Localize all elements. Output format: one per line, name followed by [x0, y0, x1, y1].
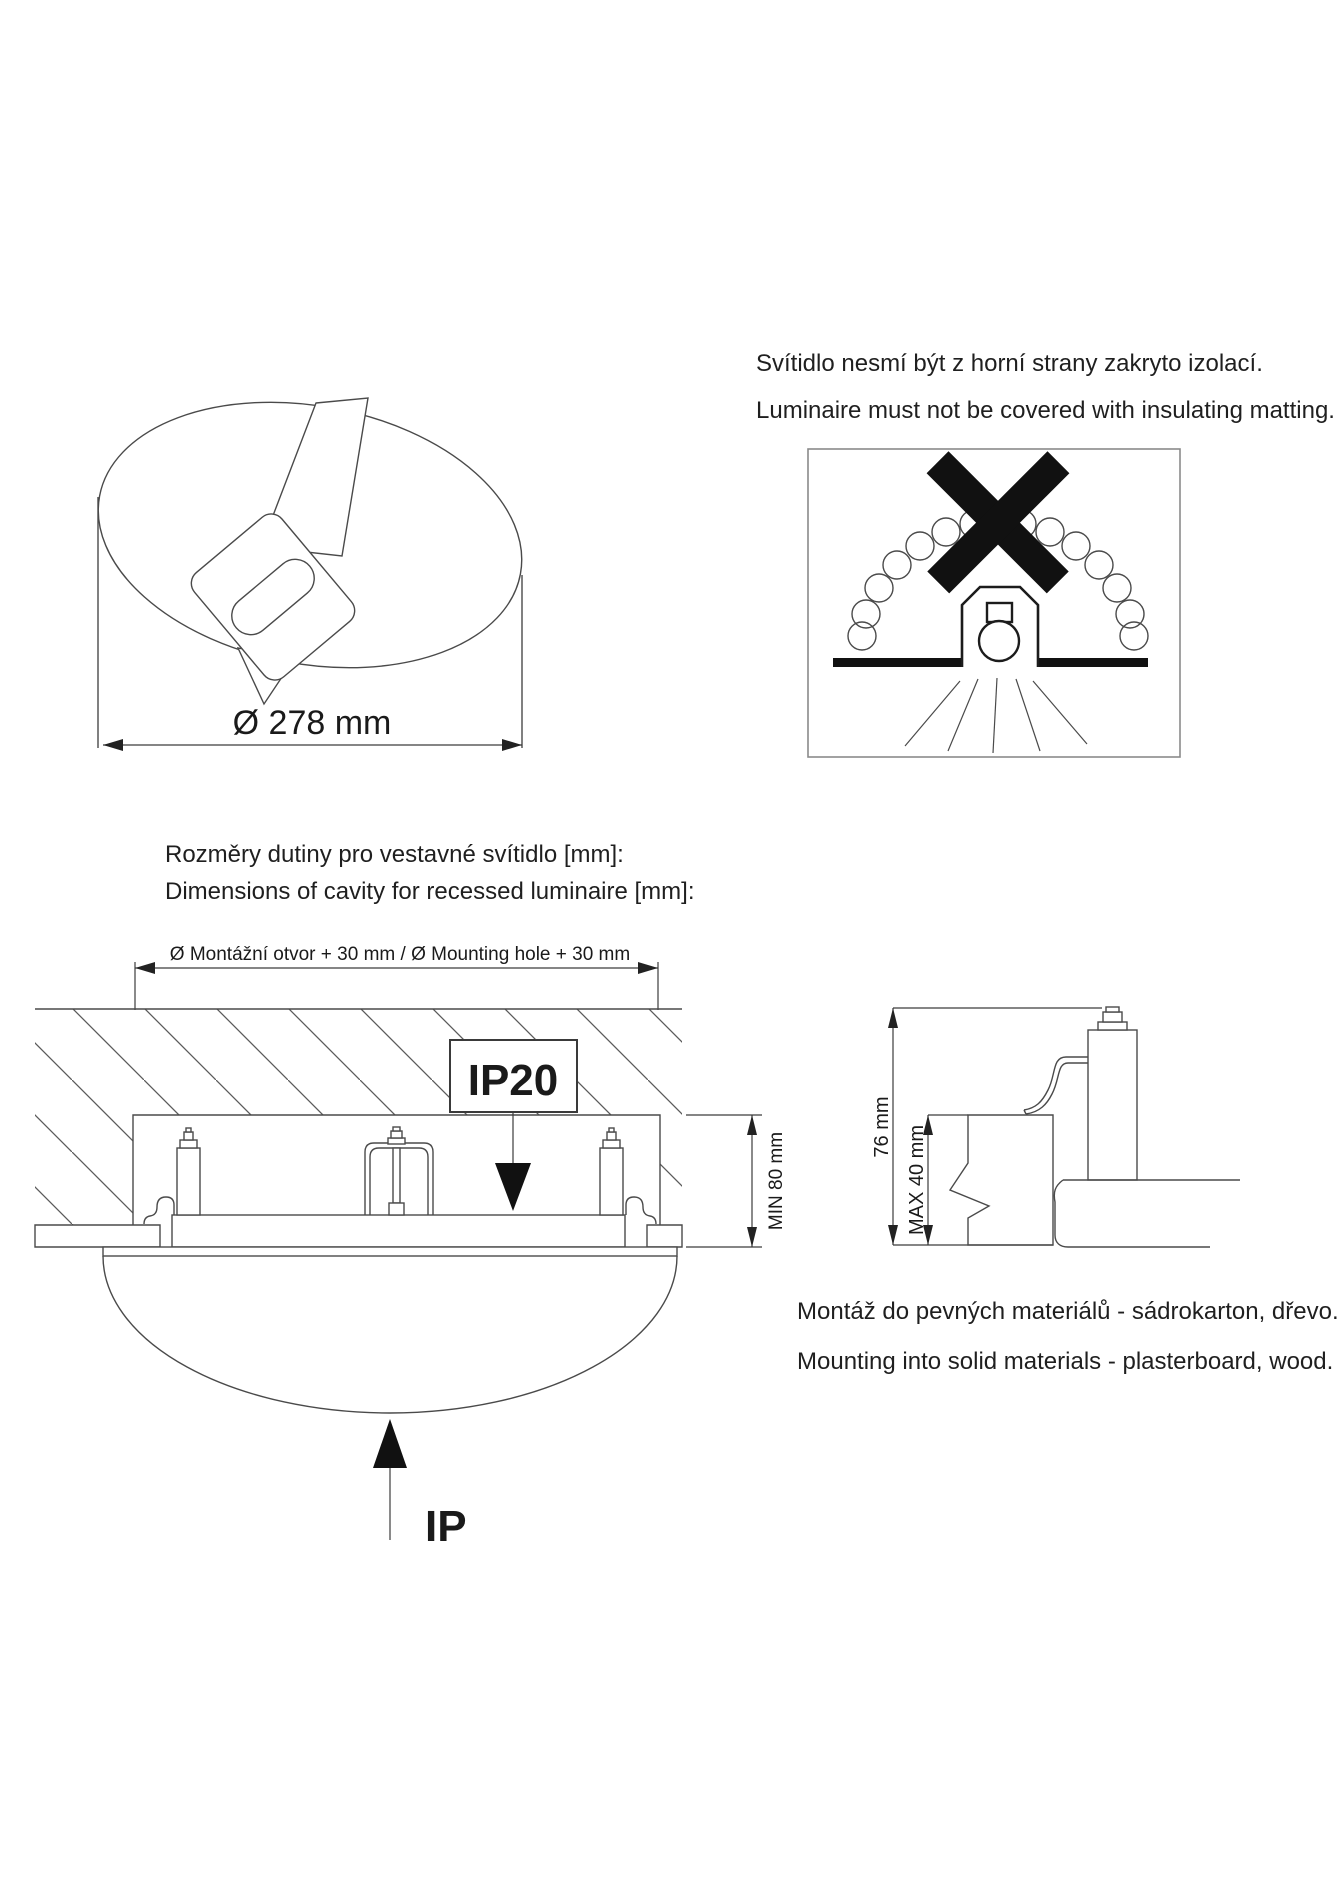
mounting-hole-arrow-left: [135, 962, 155, 974]
mounting-note-cz: Montáž do pevných materiálů - sádrokarton, dřevo.: [797, 1298, 1339, 1325]
diameter-label: Ø 278 mm: [232, 704, 392, 742]
mounting-hole-extension-lines: [135, 962, 658, 1010]
ip-rating-label: IP20: [467, 1056, 559, 1105]
rod-foot: [389, 1203, 404, 1215]
min-depth-arrow-bottom: [747, 1227, 757, 1247]
max-thickness-label: MAX 40 mm: [906, 1124, 928, 1236]
ip-arrow-head: [373, 1419, 407, 1468]
plasterboard-strip-left: [35, 1225, 160, 1247]
ceiling-bar-left: [833, 658, 962, 667]
luminaire-rim: [103, 1247, 677, 1256]
dimension-arrow-left: [103, 739, 123, 751]
dimension-arrow-right: [502, 739, 522, 751]
threaded-rod: [393, 1148, 400, 1203]
spring-clip-right: [626, 1197, 656, 1224]
diffuser-dome: [103, 1256, 677, 1413]
mounting-hole-label: Ø Montážní otvor + 30 mm / Ø Mounting hole + 30 mm: [169, 944, 631, 965]
luminaire-perspective-figure: [60, 330, 540, 760]
bracket-post: [1088, 1007, 1137, 1180]
spring-clip-left: [144, 1197, 174, 1224]
wood-block: [950, 1115, 1053, 1245]
height-label: 76 mm: [871, 1096, 893, 1158]
plasterboard-strip-right: [647, 1225, 682, 1247]
lamp-socket-icon: [987, 603, 1012, 622]
cavity-heading-cz: Rozměry dutiny pro vestavné svítidlo [mm]:: [165, 841, 624, 868]
mounting-detail-figure: [850, 960, 1300, 1255]
mounting-note-en: Mounting into solid materials - plasterboard, wood.: [797, 1348, 1334, 1375]
insulation-warning-text-en: Luminaire must not be covered with insulating matting.: [756, 397, 1335, 424]
height-arrow-bottom: [888, 1225, 898, 1245]
centre-bracket: [365, 1127, 433, 1215]
mounting-hole-arrow-right: [638, 962, 658, 974]
height-arrow-top: [888, 1008, 898, 1028]
luminaire-body-profile: [1054, 1180, 1240, 1247]
fixing-post-right: [600, 1128, 623, 1215]
min-depth-label: MIN 80 mm: [766, 1131, 787, 1231]
ip20-arrow-head: [495, 1163, 531, 1211]
cavity-heading-en: Dimensions of cavity for recessed luminaire [mm]:: [165, 878, 695, 905]
ceiling-bar-right: [1038, 658, 1148, 667]
insulation-warning-text-cz: Svítidlo nesmí být z horní strany zakryto izolací.: [756, 350, 1263, 377]
ip-arrow-label: IP: [425, 1502, 467, 1551]
retaining-clip: [1024, 1057, 1088, 1114]
lamp-bulb-icon: [979, 621, 1019, 661]
min-depth-arrow-top: [747, 1115, 757, 1135]
fixing-post-left: [177, 1128, 200, 1215]
ceiling-structure-hatch: [35, 1009, 682, 1225]
insulation-warning-pictogram: [800, 440, 1190, 765]
cavity-cross-section-figure: [30, 935, 800, 1560]
luminaire-base-slab: [172, 1215, 625, 1247]
